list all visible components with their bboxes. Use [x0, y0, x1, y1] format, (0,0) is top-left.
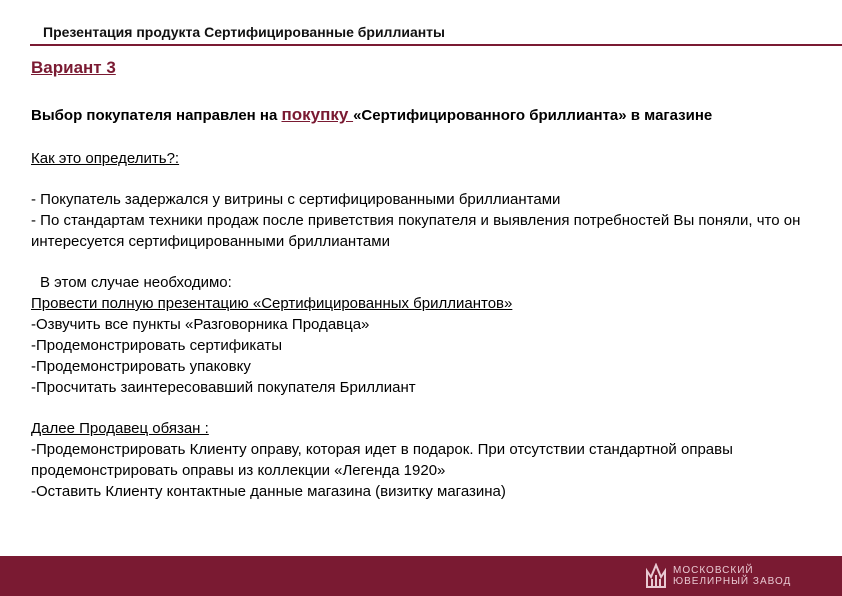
choice-text-after: «Сертифицированного бриллианта» в магазине: [353, 107, 713, 124]
list-item: -Озвучить все пункты «Разговорника Продавца»: [31, 316, 370, 333]
slide-content: [31, 56, 831, 502]
logo-text: [673, 565, 791, 587]
further-title: Далее Продавец обязан :: [31, 420, 209, 437]
list-item: -Просчитать заинтересовавший покупателя Бриллиант: [31, 379, 416, 396]
list-item: -Оставить Клиенту контактные данные магазина (визитку магазина): [31, 483, 506, 500]
crown-icon: [645, 563, 667, 589]
choice-text-before: Выбор покупателя направлен на: [31, 107, 282, 124]
list-item: - Покупатель задержался у витрины с сертифицированными бриллиантами: [31, 191, 561, 208]
further-section: [31, 418, 831, 502]
needed-title: Провести полную презентацию «Сертифицированных бриллиантов»: [31, 295, 513, 312]
choice-highlight: покупку: [281, 105, 354, 124]
list-item: -Продемонстрировать сертификаты: [31, 337, 282, 354]
list-item: -Продемонстрировать упаковку: [31, 358, 251, 375]
how-to-determine-label: Как это определить?:: [31, 150, 180, 167]
slide-title: Презентация продукта Сертифицированные бриллианты: [43, 24, 445, 40]
signs-list: [31, 189, 831, 252]
list-item: -Продемонстрировать Клиенту оправу, которая идет в подарок. При отсутствии стандартной оправы продемонстрировать оправы из коллекции «Легенда 1920»: [31, 441, 733, 479]
choice-statement: [31, 104, 831, 126]
logo-line-2: ЮВЕЛИРНЫЙ ЗАВОД: [673, 576, 792, 587]
needed-section: [31, 272, 831, 398]
header-divider: [30, 44, 842, 46]
company-logo: [645, 560, 791, 592]
list-item: - По стандартам техники продаж после приветствия покупателя и выявления потребностей Вы поняли, что он интересуется сертифицированными бриллиантами: [31, 212, 801, 250]
variant-heading: Вариант 3: [31, 58, 116, 77]
needed-intro: В этом случае необходимо:: [40, 274, 232, 291]
logo-line-1: МОСКОВСКИЙ: [673, 565, 754, 576]
